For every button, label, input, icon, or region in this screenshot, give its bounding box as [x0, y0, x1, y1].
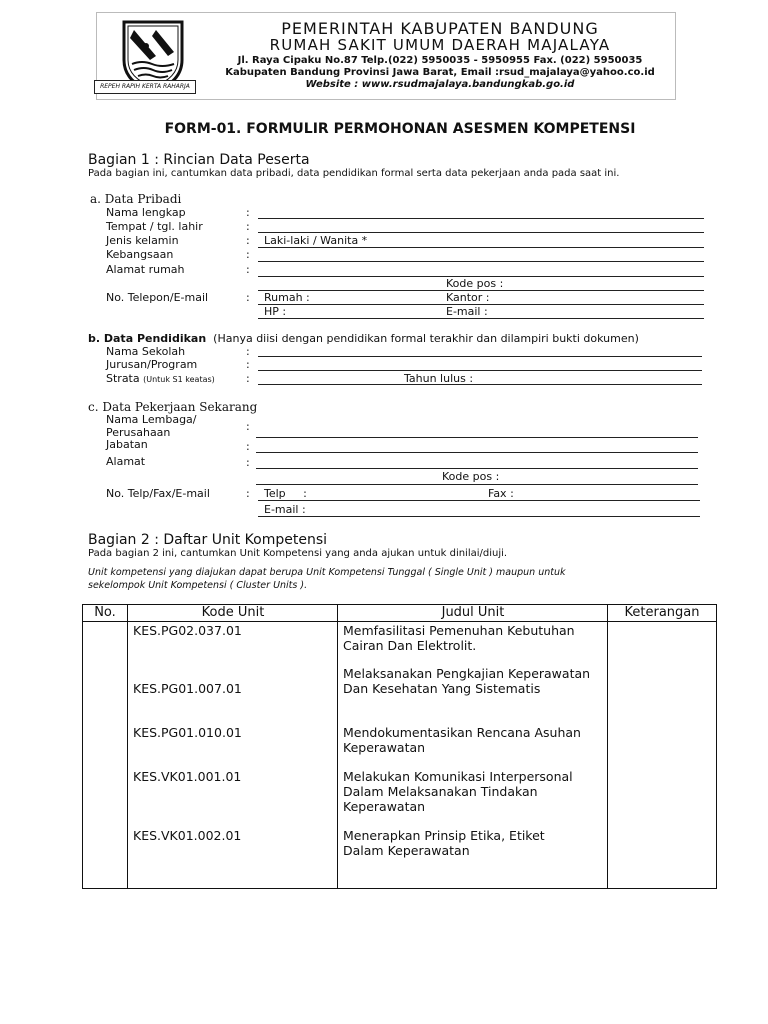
letterhead-address: Jl. Raya Cipaku No.87 Telp.(022) 5950035 - 5950955 Fax. (022) 5950035 — [237, 55, 643, 66]
table-row-2-code: KES.PG01.007.01 — [133, 681, 242, 696]
section2-note: Pada bagian 2 ini, cantumkan Unit Kompetensi yang anda ajukan untuk dinilai/diuji. — [88, 548, 508, 559]
colon: : — [246, 234, 250, 247]
education-data-title: b. Data Pendidikan — [88, 332, 207, 345]
mobile-email-field-line[interactable] — [258, 318, 704, 319]
gender-options[interactable]: Laki-laki / Wanita * — [264, 234, 368, 247]
degree-label-note: (Untuk S1 keatas) — [143, 375, 215, 384]
colon: : — [246, 248, 250, 261]
colon: : — [246, 440, 250, 453]
table-header-unit-title: Judul Unit — [441, 605, 505, 620]
table-header-unit-code: Kode Unit — [201, 605, 265, 620]
table-header-divider — [82, 621, 716, 622]
table-row-2-title: Melaksanakan Pengkajian Keperawatan Dan Kesehatan Yang Sistematis — [343, 666, 591, 696]
work-email-label: E-mail : — [264, 503, 306, 516]
colon: : — [246, 345, 250, 358]
work-address-field[interactable] — [256, 468, 698, 469]
company-name-label-2: Perusahaan — [106, 426, 171, 439]
gender-field-line — [258, 247, 704, 248]
degree-label — [106, 372, 215, 385]
full-name-field[interactable] — [258, 218, 704, 219]
work-postcode-label: Kode pos : — [442, 470, 500, 483]
home-postcode-label: Kode pos : — [446, 277, 504, 290]
table-col-divider — [337, 604, 338, 888]
section2-italic-note-1: Unit kompetensi yang diajukan dapat berupa Unit Kompetensi Tunggal ( Single Unit ) maupun untuk — [88, 567, 566, 578]
phone-email-label: No. Telepon/E-mail — [106, 291, 209, 304]
degree-field[interactable] — [258, 384, 702, 385]
work-phone-field-line[interactable] — [258, 500, 700, 501]
table-row-1-code: KES.PG02.037.01 — [133, 623, 242, 638]
degree-label-text: Strata — [106, 372, 140, 385]
table-row-4-code: KES.VK01.001.01 — [133, 769, 242, 784]
major-field[interactable] — [258, 370, 702, 371]
education-note: (Hanya diisi dengan pendidikan formal terakhir dan dilampiri bukti dokumen) — [213, 332, 639, 345]
major-label: Jurusan/Program — [106, 358, 198, 371]
mobile-phone-label: HP : — [264, 305, 287, 318]
birth-place-date-label: Tempat / tgl. lahir — [106, 220, 203, 233]
work-address-label: Alamat — [106, 455, 146, 468]
table-row-1-title: Memfasilitasi Pemenuhan Kebutuhan Cairan Dan Elektrolit. — [343, 623, 575, 653]
position-field[interactable] — [256, 452, 698, 453]
personal-data-title: a. Data Pribadi — [90, 192, 182, 206]
home-phone-label: Rumah : — [264, 291, 310, 304]
colon: : — [246, 263, 250, 276]
table-row-5-title: Menerapkan Prinsip Etika, Etiket Dalam Keperawatan — [343, 828, 545, 858]
colon: : — [246, 358, 250, 371]
section2-italic-note-2: sekelompok Unit Kompetensi ( Cluster Units ). — [88, 580, 308, 591]
table-header-notes: Keterangan — [624, 605, 700, 620]
table-row-3-title: Mendokumentasikan Rencana Asuhan Keperawatan — [343, 725, 581, 755]
birth-place-date-field[interactable] — [258, 232, 704, 233]
colon: : — [246, 487, 250, 500]
table-row-5-code: KES.VK01.002.01 — [133, 828, 242, 843]
work-phone-fax-email-label: No. Telp/Fax/E-mail — [106, 487, 210, 500]
office-phone-label: Kantor : — [446, 291, 490, 304]
colon: : — [246, 456, 250, 469]
letterhead-hospital: RUMAH SAKIT UMUM DAERAH MAJALAYA — [269, 36, 611, 54]
school-name-field[interactable] — [258, 356, 702, 357]
gender-label: Jenis kelamin — [106, 234, 179, 247]
table-col-divider — [127, 604, 128, 888]
letterhead-province-email: Kabupaten Bandung Provinsi Jawa Barat, Email :rsud_majalaya@yahoo.co.id — [225, 67, 655, 78]
company-name-field[interactable] — [256, 437, 698, 438]
colon: : — [246, 420, 250, 433]
education-heading — [88, 332, 639, 345]
work-fax-label: Fax : — [488, 487, 514, 500]
school-name-label: Nama Sekolah — [106, 345, 186, 358]
table-row-4-title: Melakukan Komunikasi Interpersonal Dalam Melaksanakan Tindakan Keperawatan — [343, 769, 573, 814]
personal-email-label: E-mail : — [446, 305, 488, 318]
work-postcode-field[interactable] — [256, 484, 698, 485]
emblem-motto: REPEH RAPIH KERTA RAHARJA — [94, 80, 196, 94]
work-phone-label: Telp : — [264, 487, 307, 500]
table-row-3-code: KES.PG01.010.01 — [133, 725, 242, 740]
full-name-label: Nama lengkap — [106, 206, 186, 219]
letterhead-government: PEMERINTAH KABUPATEN BANDUNG — [281, 19, 599, 38]
table-col-divider — [607, 604, 608, 888]
employment-data-title: c. Data Pekerjaan Sekarang — [88, 400, 258, 414]
letterhead-website: Website : www.rsudmajalaya.bandungkab.go.id — [305, 79, 575, 90]
section1-note: Pada bagian ini, cantumkan data pribadi, data pendidikan formal serta data pekerjaan anda pada saat ini. — [88, 168, 620, 179]
home-address-label: Alamat rumah — [106, 263, 185, 276]
work-email-field-line[interactable] — [258, 516, 700, 517]
colon: : — [246, 291, 250, 304]
company-name-label-1: Nama Lembaga/ — [106, 413, 197, 426]
section1-title: Bagian 1 : Rincian Data Peserta — [88, 152, 310, 168]
table-header-no: No. — [94, 605, 116, 620]
position-label: Jabatan — [106, 438, 148, 451]
nationality-field[interactable] — [258, 261, 704, 262]
nationality-label: Kebangsaan — [106, 248, 174, 261]
graduation-year-label: Tahun lulus : — [404, 372, 474, 385]
form-title: FORM-01. FORMULIR PERMOHONAN ASESMEN KOMPETENSI — [164, 121, 636, 137]
colon: : — [246, 206, 250, 219]
colon: : — [246, 220, 250, 233]
colon: : — [246, 372, 250, 385]
section2-title: Bagian 2 : Daftar Unit Kompetensi — [88, 532, 327, 548]
